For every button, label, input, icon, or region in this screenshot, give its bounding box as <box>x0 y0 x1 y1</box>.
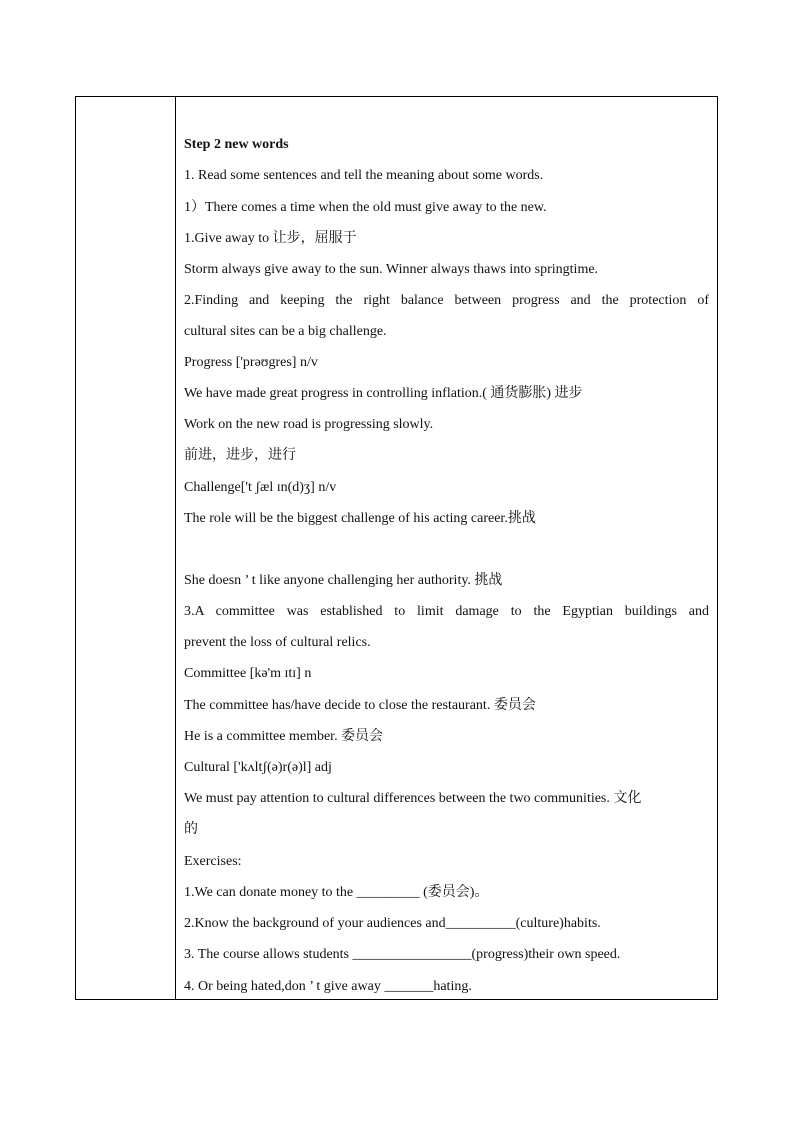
text-line: We must pay attention to cultural differences between the two communities. 文化 <box>184 791 642 806</box>
text-line: 3.A committee was established to limit damage to the Egyptian buildings and <box>184 604 709 619</box>
text-line: Work on the new road is progressing slowly. <box>184 417 434 432</box>
text-line: Storm always give away to the sun. Winner always thaws into springtime. <box>184 262 599 277</box>
text-line: Cultural ['kʌltʃ(ə)r(ə)l] adj <box>184 760 332 775</box>
exercise-item: 3. The course allows students _________________(progress)their own speed. <box>184 947 621 962</box>
content-column <box>176 97 717 999</box>
exercise-item: 2.Know the background of your audiences and__________(culture)habits. <box>184 916 601 931</box>
text-line: 1）There comes a time when the old must give away to the new. <box>184 200 547 215</box>
text-line: 前进，进步，进行 <box>184 448 296 463</box>
text-line: 的 <box>184 822 198 837</box>
text-line: Committee [kə'm ɪtɪ] n <box>184 666 312 681</box>
text-line: Challenge['t ʃæl ɪn(d)ʒ] n/v <box>184 480 337 495</box>
text-line: The role will be the biggest challenge of his acting career.挑战 <box>184 511 536 526</box>
text-line: We have made great progress in controlling inflation.( 通货膨胀) 进步 <box>184 386 583 401</box>
exercise-item: 1.We can donate money to the _________ (委员会)。 <box>184 885 489 900</box>
lesson-table <box>75 96 718 1000</box>
text-line: 1.Give away to 让步，屈服于 <box>184 231 357 246</box>
exercise-item: 4. Or being hated,don ’ t give away _______hating. <box>184 979 472 994</box>
text-line: The committee has/have decide to close the restaurant. 委员会 <box>184 698 536 713</box>
text-line: He is a committee member. 委员会 <box>184 729 384 744</box>
left-column <box>76 97 176 999</box>
text-line: 1. Read some sentences and tell the meaning about some words. <box>184 168 544 183</box>
text-line: She doesn ’ t like anyone challenging her authority. 挑战 <box>184 573 503 588</box>
text-line: cultural sites can be a big challenge. <box>184 324 387 339</box>
section-heading: Step 2 new words <box>184 137 289 152</box>
text-line: Progress ['prəʊgres] n/v <box>184 355 318 370</box>
exercises-heading: Exercises: <box>184 854 242 869</box>
text-line: 2.Finding and keeping the right balance between progress and the protection of <box>184 293 709 308</box>
text-line: prevent the loss of cultural relics. <box>184 635 371 650</box>
